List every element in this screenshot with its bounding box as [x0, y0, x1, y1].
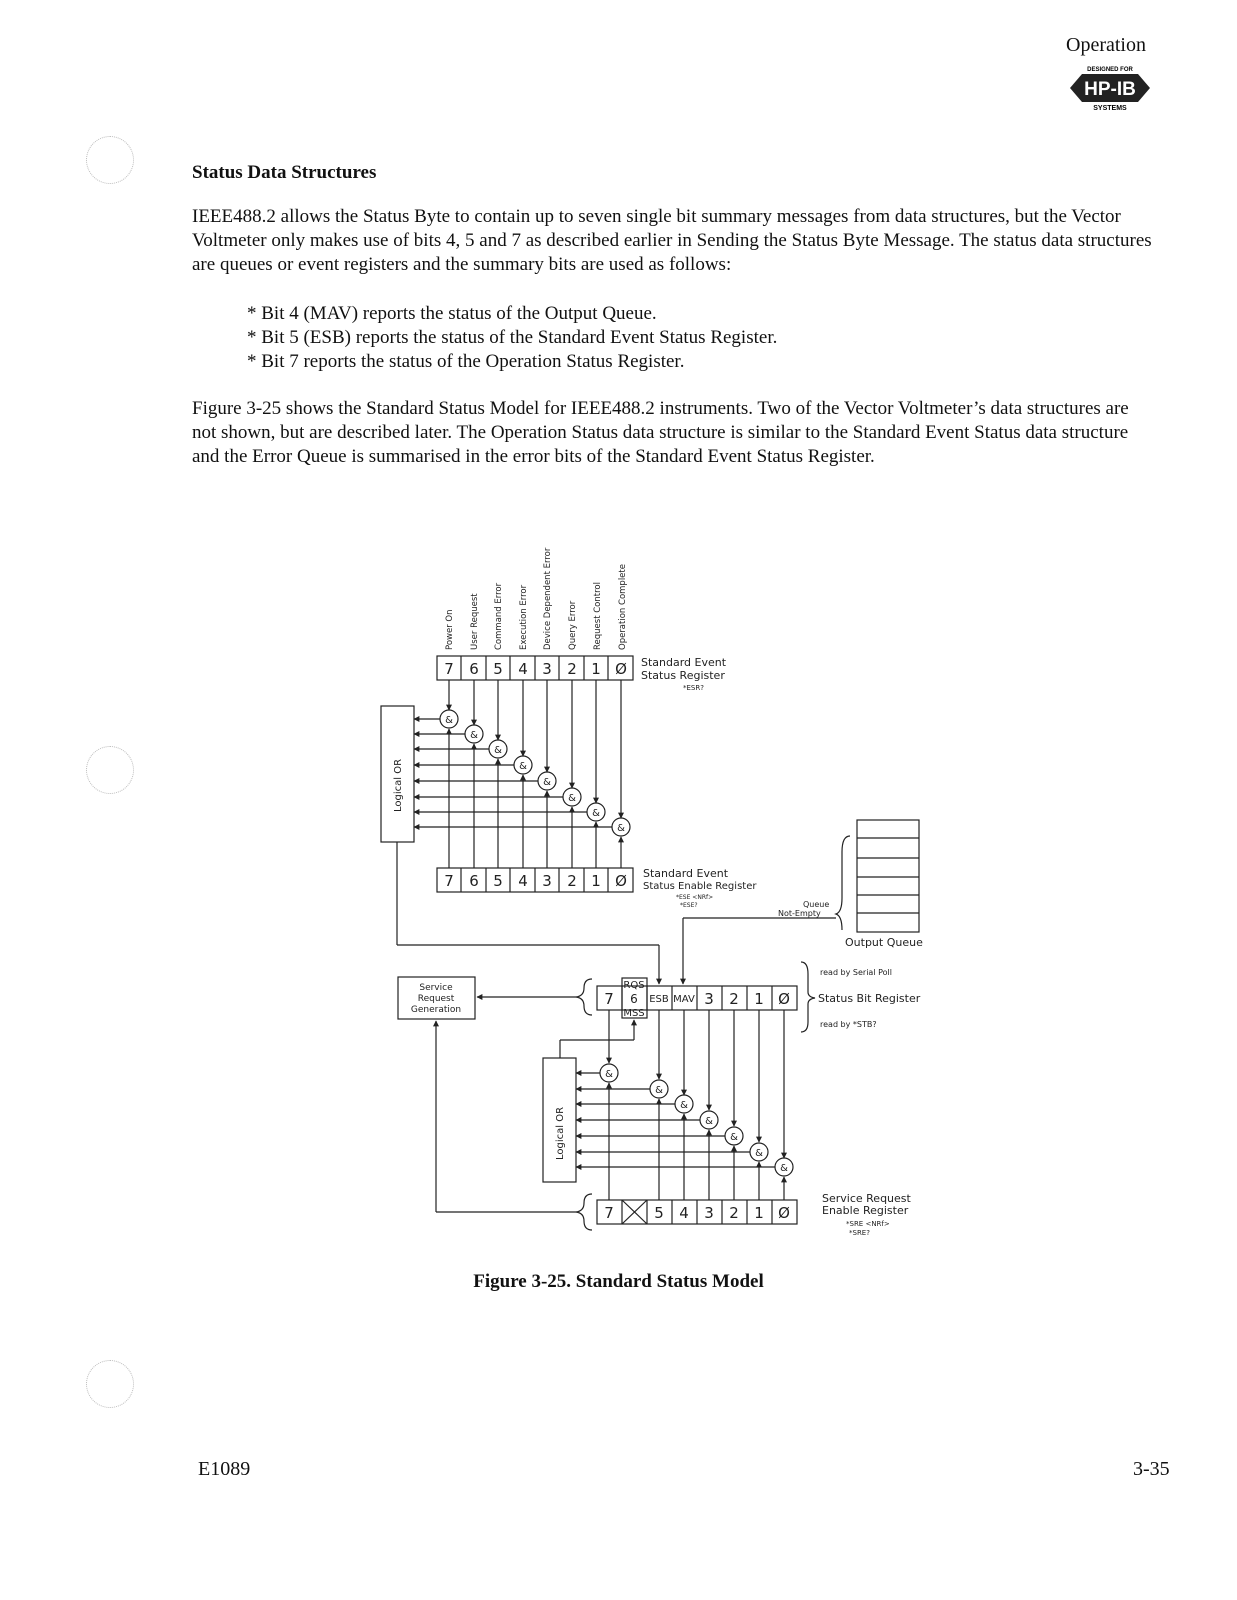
svg-text:6: 6 [469, 872, 479, 890]
svg-text:2: 2 [729, 1204, 739, 1222]
standard-event-status-enable-register [437, 868, 633, 892]
status-byte-register [597, 978, 797, 1019]
svg-text:Ø: Ø [615, 660, 627, 678]
svg-text:1: 1 [591, 660, 601, 678]
svg-text:&: & [592, 808, 600, 819]
svg-text:SYSTEMS: SYSTEMS [1093, 105, 1127, 112]
ese-label-line1: Standard Event [643, 867, 729, 880]
status-bit-register-label: Status Bit Register [818, 992, 921, 1005]
svg-text:&: & [755, 1148, 763, 1159]
svg-text:Generation: Generation [410, 1005, 462, 1015]
svg-text:&: & [445, 715, 453, 726]
svg-text:&: & [655, 1085, 663, 1096]
svg-text:Ø: Ø [615, 872, 627, 890]
list-item: * Bit 5 (ESB) reports the status of the Standard Event Status Register. [247, 327, 778, 348]
svg-text:Service: Service [419, 983, 453, 993]
svg-text:&: & [519, 761, 527, 772]
binder-hole [86, 136, 134, 184]
page-number: 3-35 [1133, 1458, 1170, 1480]
and-gates-esr [414, 710, 630, 868]
svg-text:&: & [568, 793, 576, 804]
svg-text:Ø: Ø [778, 990, 790, 1008]
request-control-label: Request Control [593, 582, 603, 650]
svg-text:ESB: ESB [649, 994, 669, 1005]
ese-command-set: *ESE <NRf> [676, 894, 714, 901]
svg-text:5: 5 [493, 872, 503, 890]
list-item: * Bit 4 (MAV) reports the status of the Output Queue. [247, 303, 657, 324]
ese-label-line2: Status Enable Register [643, 881, 757, 892]
svg-text:4: 4 [679, 1204, 689, 1222]
mss-label: MSS [623, 1008, 645, 1019]
svg-text:1: 1 [754, 1204, 764, 1222]
esr-label-line1: Standard Event [641, 656, 727, 669]
svg-text:&: & [780, 1163, 788, 1174]
power-on-label: Power On [445, 609, 455, 650]
svg-text:5: 5 [654, 1204, 664, 1222]
svg-text:5: 5 [493, 660, 503, 678]
query-error-label: Query Error [568, 600, 578, 650]
svg-text:&: & [617, 823, 625, 834]
bullet-list [247, 302, 777, 374]
svg-text:&: & [494, 745, 502, 756]
svg-text:7: 7 [604, 1204, 614, 1222]
sre-command-set: *SRE <NRf> [846, 1220, 890, 1228]
device-dependent-error-label: Device Dependent Error [543, 547, 553, 650]
svg-text:DESIGNED FOR: DESIGNED FOR [1087, 67, 1133, 73]
svg-text:6: 6 [630, 992, 638, 1006]
footer-model: E1089 [198, 1458, 251, 1480]
queue-not-empty-line1: Queue [803, 900, 830, 909]
operation-complete-label: Operation Complete [618, 564, 628, 650]
figure-caption: Figure 3-25. Standard Status Model [473, 1271, 764, 1292]
svg-text:Request: Request [417, 994, 455, 1004]
svg-text:&: & [470, 730, 478, 741]
svg-text:7: 7 [444, 872, 454, 890]
header-section-name: Operation [1066, 34, 1146, 56]
svg-text:2: 2 [729, 990, 739, 1008]
svg-text:1: 1 [754, 990, 764, 1008]
sre-label-line1: Service Request [822, 1192, 911, 1205]
svg-text:&: & [680, 1100, 688, 1111]
standard-event-status-register [437, 656, 633, 680]
list-item: * Bit 7 reports the status of the Operation Status Register. [247, 351, 685, 372]
read-by-stb: read by *STB? [820, 1020, 877, 1029]
output-queue [836, 820, 919, 932]
output-queue-label: Output Queue [845, 936, 923, 949]
paragraph: Figure 3-25 shows the Standard Status Model for IEEE488.2 instruments. Two of the Vector Voltmeter’s data structures are not shown, but are described later. The Operation Status data structure is similar to the Standard Event Status data structure and the Error Queue is summarised in the error bits of the Standard Event Status Register. [192, 398, 1129, 467]
svg-text:3: 3 [542, 660, 552, 678]
svg-text:Logical OR: Logical OR [393, 758, 404, 812]
svg-text:&: & [543, 777, 551, 788]
svg-text:6: 6 [469, 660, 479, 678]
svg-text:&: & [730, 1132, 738, 1143]
svg-text:4: 4 [518, 872, 528, 890]
svg-text:2: 2 [567, 660, 577, 678]
svg-text:3: 3 [704, 990, 714, 1008]
esr-command: *ESR? [683, 684, 704, 692]
svg-text:3: 3 [704, 1204, 714, 1222]
rqs-label: RQS [623, 980, 645, 991]
standard-status-model-diagram [0, 500, 1237, 1265]
svg-text:4: 4 [518, 660, 528, 678]
hp-ib-logo [1066, 62, 1152, 119]
esr-label-line2: Status Register [641, 669, 725, 682]
binder-hole [86, 1360, 134, 1408]
execution-error-label: Execution Error [519, 584, 529, 650]
svg-text:3: 3 [542, 872, 552, 890]
section-title: Status Data Structures [192, 162, 377, 183]
paragraph: IEEE488.2 allows the Status Byte to contain up to seven single bit summary messages from data structures, but the Vector Voltmeter only makes use of bits 4, 5 and 7 as described earlier in Sending the Status Byte Message. The status data structures are queues or event registers and the summary bits are used as follows: [192, 206, 1152, 275]
command-error-label: Command Error [494, 582, 504, 650]
queue-not-empty-line2: Not-Empty [778, 909, 821, 918]
svg-text:7: 7 [444, 660, 454, 678]
svg-text:7: 7 [604, 990, 614, 1008]
svg-text:2: 2 [567, 872, 577, 890]
svg-text:1: 1 [591, 872, 601, 890]
sre-label-line2: Enable Register [822, 1204, 909, 1217]
read-by-serial-poll: read by Serial Poll [820, 968, 892, 977]
svg-text:MAV: MAV [673, 994, 695, 1005]
user-request-label: User Request [470, 593, 480, 650]
service-request-enable-register [597, 1200, 797, 1224]
sre-command-query: *SRE? [849, 1229, 870, 1237]
svg-text:HP-IB: HP-IB [1084, 79, 1136, 100]
svg-text:&: & [605, 1069, 613, 1080]
svg-text:Logical OR: Logical OR [555, 1106, 566, 1160]
ese-command-query: *ESE? [680, 902, 698, 909]
event-bit-name-labels [445, 547, 628, 650]
svg-text:&: & [705, 1116, 713, 1127]
svg-text:Ø: Ø [778, 1204, 790, 1222]
